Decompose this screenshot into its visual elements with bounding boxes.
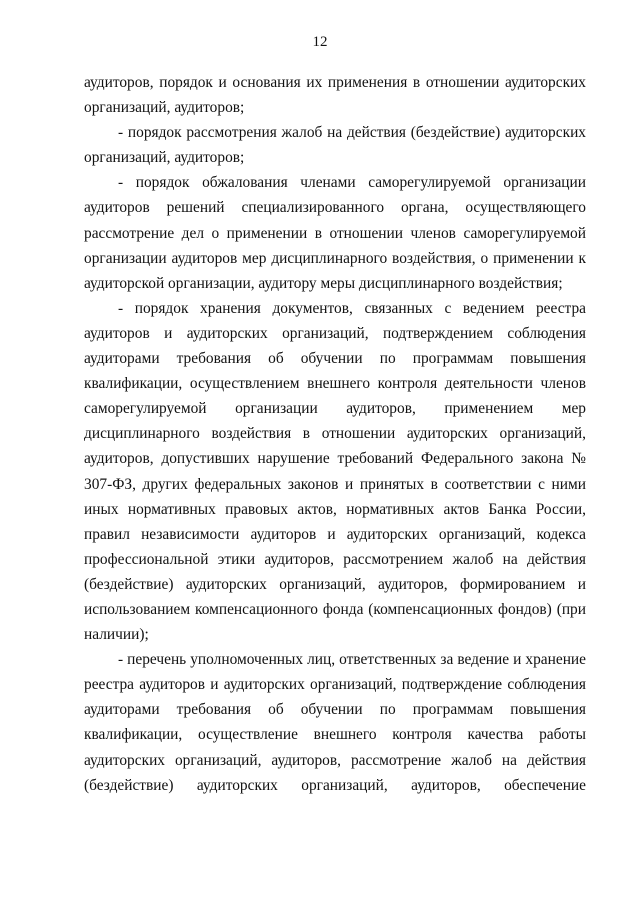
paragraph-authorized-persons: - перечень уполномоченных лиц, ответственных за ведение и хранение реестра аудиторов и аудиторских организаций, подтверждение соблюдения аудиторами требования об обучении по программам повышения квалификации, осуществление внешнего контроля качества работы аудиторских организаций, аудиторов, рассмотрение жалоб на действия (бездействие) аудиторских организаций, аудиторов, обеспечение (84, 651, 586, 794)
paragraph-appeal-procedure: - порядок обжалования членами саморегулируемой организации аудиторов решений специализированного органа, осуществляющего рассмотрение дел о применении в отношении членов саморегулируемой организации аудиторов мер дисциплинарного воздействия, о применении к аудиторской организации, аудитору меры дисциплинарного воздействия; (84, 174, 586, 292)
paragraph-continuation: аудиторов, порядок и основания их применения в отношении аудиторских организаций, аудиторов; (84, 74, 586, 117)
paragraph-complaints-procedure: - порядок рассмотрения жалоб на действия (бездействие) аудиторских организаций, аудиторов; (84, 124, 586, 167)
document-body (84, 70, 586, 798)
paragraph-document-storage: - порядок хранения документов, связанных с ведением реестра аудиторов и аудиторских организаций, подтверждением соблюдения аудиторами требования об обучении по программам повышения квалификации, осуществлением внешнего контроля деятельности членов саморегулируемой организации аудиторов, применением мер дисциплинарного воздействия в отношении аудиторских организаций, аудиторов, допустивших нарушение требований Федерального закона № 307-ФЗ, других федеральных законов и принятых в соответствии с ними иных нормативных правовых актов, нормативных актов Банка России, правил независимости аудиторов и аудиторских организаций, кодекса профессиональной этики аудиторов, рассмотрением жалоб на действия (бездействие) аудиторских организаций, аудиторов, формированием и использованием компенсационного фонда (компенсационных фондов) (при наличии); (84, 299, 586, 644)
page-number: 12 (312, 34, 328, 50)
